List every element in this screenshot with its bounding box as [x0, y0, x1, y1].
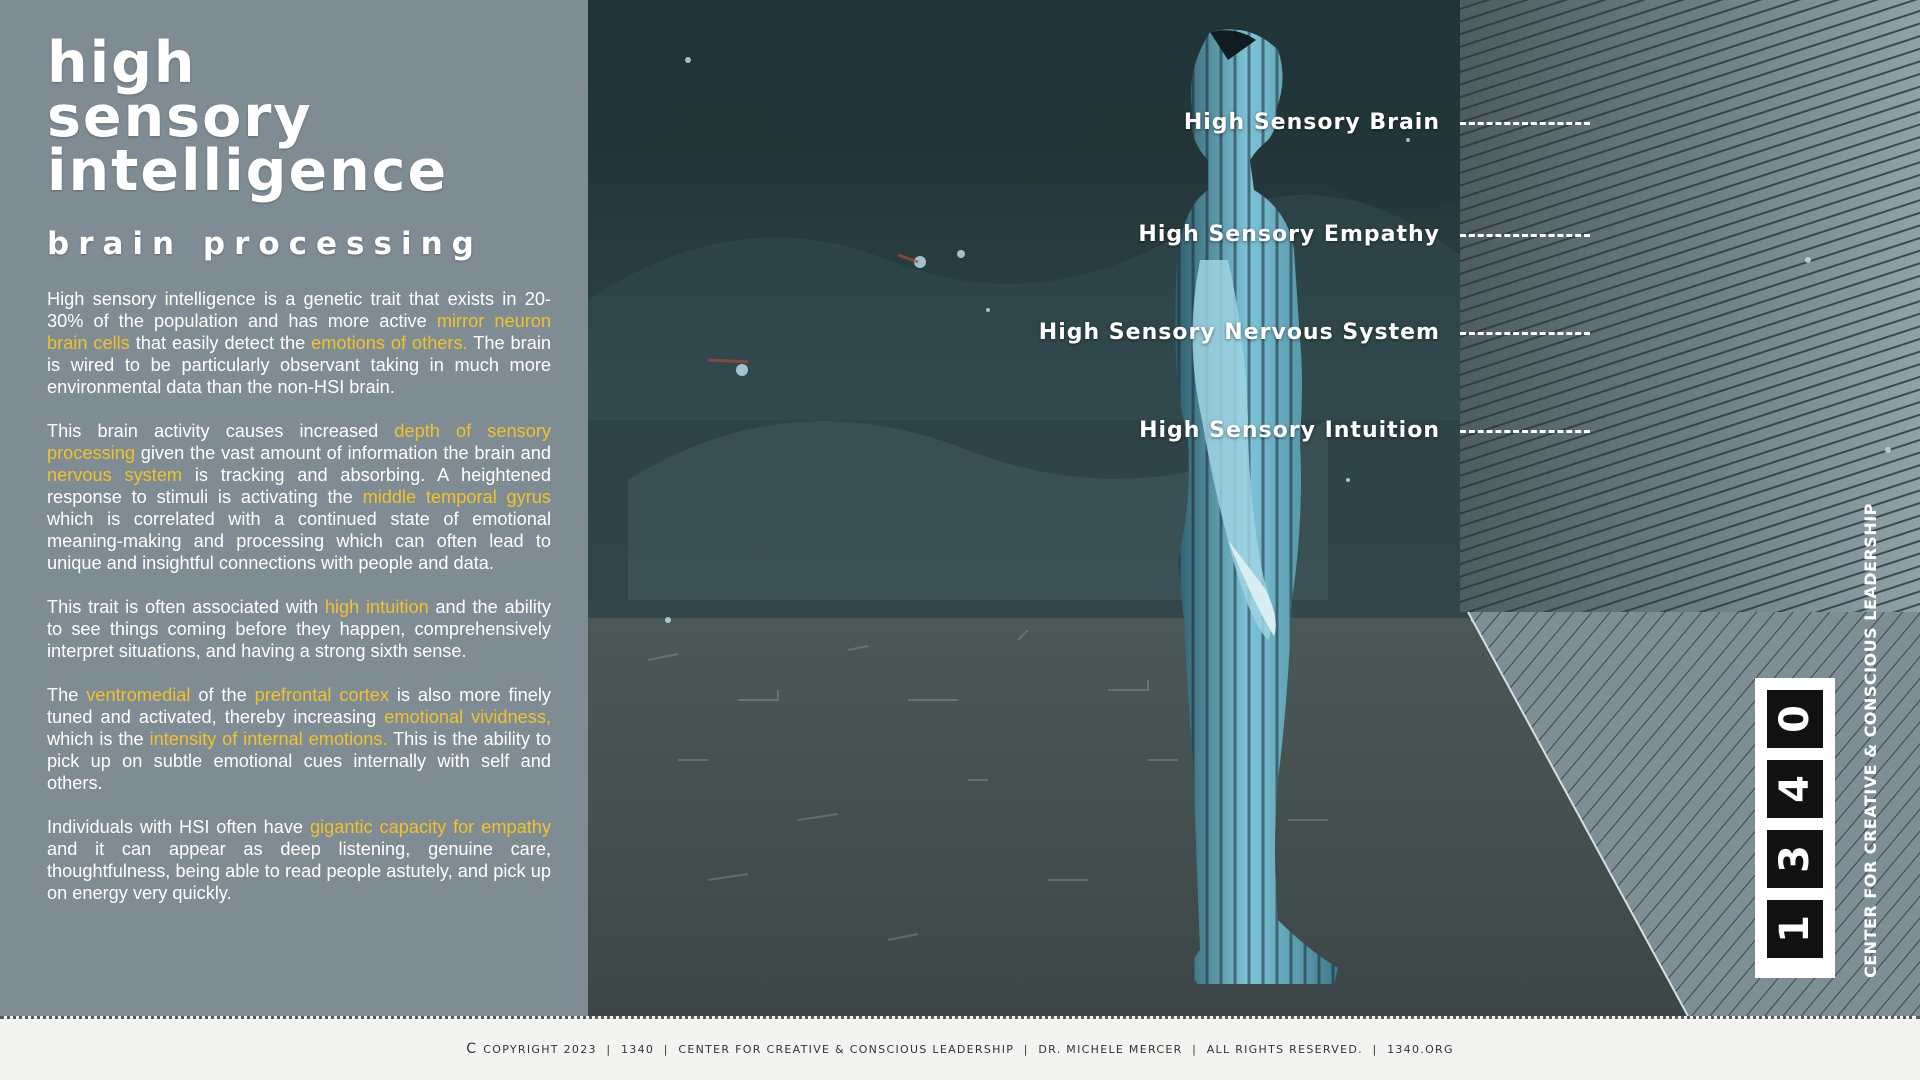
body-paragraph-3	[47, 596, 551, 662]
paragraph-text: given the vast amount of information the brain and	[134, 443, 551, 463]
paragraph-text: which is the	[47, 729, 150, 749]
paragraph-text: which is correlated with a continued state of emotional meaning-making and processing which can often lead to unique and insightful connections with people and data.	[47, 509, 551, 573]
footer-copyright-text: COPYRIGHT 2023 | 1340 | CENTER FOR CREATIVE & CONSCIOUS LEADERSHIP | DR. MICHELE MERCER | ALL RIGHTS RESERVED. | 1340.ORG	[483, 1043, 1454, 1056]
body-paragraph-1	[47, 288, 551, 398]
label-high-sensory-nervous-system: High Sensory Nervous System	[1038, 320, 1440, 345]
page-title	[47, 30, 567, 204]
footer	[0, 1016, 1920, 1080]
connector-dash	[1460, 122, 1590, 125]
body-paragraph-2	[47, 420, 551, 574]
paragraph-text: The brain is wired to be particularly observant taking in much more environmental data than the non-HSI brain.	[47, 333, 551, 397]
paragraph-text: is also more finely tuned and activated, thereby increasing	[47, 685, 551, 727]
body-paragraph-4	[47, 684, 551, 794]
paragraph-text: High sensory intelligence is a genetic trait that exists in 20-30% of the population and has more active	[47, 289, 551, 331]
highlighted-term: prefrontal cortex	[254, 685, 389, 705]
copyright-icon: C	[466, 1041, 478, 1057]
highlighted-term: emotions of others.	[311, 333, 468, 353]
highlighted-term: high intuition	[324, 597, 429, 617]
paragraph-text: This is the ability to pick up on subtle emotional cues internally with self and others.	[47, 729, 551, 793]
label-high-sensory-brain: High Sensory Brain	[1183, 110, 1440, 135]
logo-digit: 0	[1767, 690, 1823, 748]
vertical-organization-name: CENTER FOR CREATIVE & CONSCIOUS LEADERSHIP	[1861, 503, 1880, 978]
paragraph-text: The	[47, 685, 87, 705]
paragraph-text: Individuals with HSI often have	[47, 817, 310, 837]
highlighted-term: nervous system	[47, 465, 183, 485]
paragraph-text: and it can appear as deep listening, genuine care, thoughtfulness, being able to read people astutely, and pick up on energy very quickly.	[47, 839, 551, 903]
highlighted-term: gigantic capacity for empathy	[309, 817, 551, 837]
logo-digit: 3	[1767, 830, 1823, 888]
paragraph-text: of the	[190, 685, 255, 705]
connector-dash	[1460, 332, 1590, 335]
scene-graphic	[588, 0, 1920, 1016]
hero-illustration	[588, 0, 1920, 1016]
highlighted-term: intensity of internal emotions.	[149, 729, 388, 749]
connector-dash	[1460, 430, 1590, 433]
paragraph-text: is tracking and absorbing. A heightened response to stimuli is activating the	[47, 465, 551, 507]
paragraph-text: This brain activity causes increased	[47, 421, 395, 441]
section-subtitle: brain processing	[47, 226, 483, 262]
highlighted-term: middle temporal gyrus	[362, 487, 552, 507]
title-line-2: sensory	[47, 84, 313, 150]
label-high-sensory-empathy: High Sensory Empathy	[1138, 222, 1440, 247]
title-line-1: high	[47, 30, 197, 96]
highlighted-term: depth of sensory processing	[47, 421, 551, 463]
paragraph-text: that easily detect the	[129, 333, 312, 353]
paragraph-text: and the ability to see things coming before they happen, comprehensively interpret situations, and having a strong sixth sense.	[47, 597, 551, 661]
body-text	[47, 288, 551, 926]
brand-logo	[1755, 678, 1835, 978]
logo-digit: 4	[1767, 760, 1823, 818]
highlighted-term: emotional vividness,	[384, 707, 551, 727]
footer-copyright	[0, 1041, 1920, 1057]
label-high-sensory-intuition: High Sensory Intuition	[1139, 418, 1440, 443]
title-line-3: intelligence	[47, 138, 449, 204]
paragraph-text: This trait is often associated with	[47, 597, 325, 617]
connector-dash	[1460, 234, 1590, 237]
left-text-panel	[0, 0, 588, 1016]
highlighted-term: ventromedial	[86, 685, 191, 705]
logo-digit: 1	[1767, 900, 1823, 958]
body-paragraph-5	[47, 816, 551, 904]
highlighted-term: mirror neuron brain cells	[47, 311, 551, 353]
